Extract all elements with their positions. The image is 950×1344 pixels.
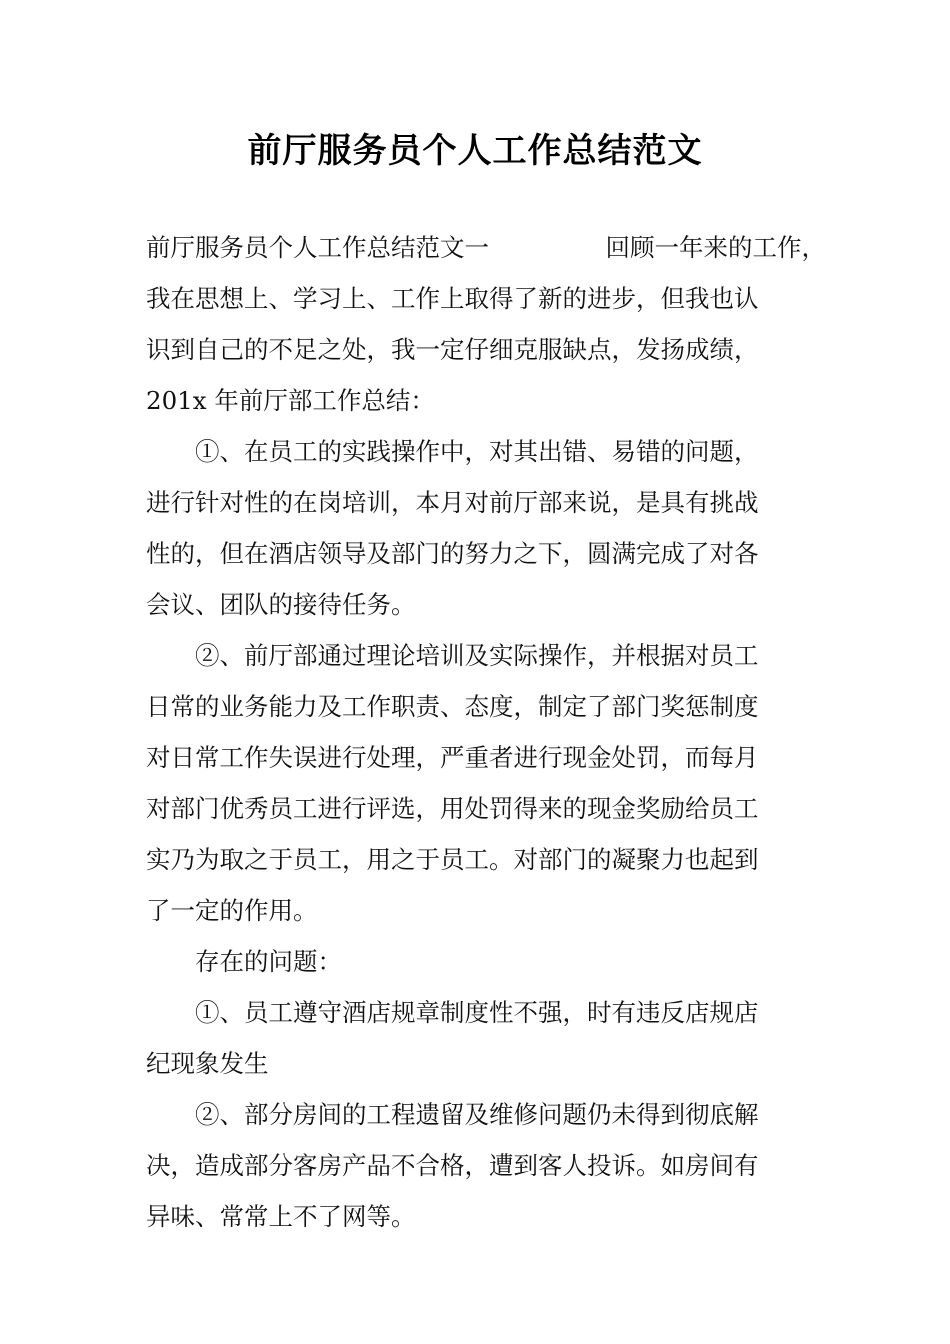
intro-heading-part: 前厅服务员个人工作总结范文一 bbox=[146, 233, 489, 262]
problem-2-line: 决，造成部分客房产品不合格，遭到客人投诉。如房间有 bbox=[146, 1151, 759, 1180]
intro-first-line bbox=[146, 222, 826, 273]
problem-1-line: ①、员工遵守酒店规章制度性不强，时有违反店规店 bbox=[195, 998, 759, 1027]
paragraph-2-line: 了一定的作用。 bbox=[146, 896, 318, 925]
intro-line: 201x 年前厅部工作总结： bbox=[146, 386, 435, 415]
problem-1-line: 纪现象发生 bbox=[146, 1049, 269, 1078]
paragraph-1-line: 性的，但在酒店领导及部门的努力之下，圆满完成了对各 bbox=[146, 539, 759, 568]
document-title: 前厅服务员个人工作总结范文 bbox=[247, 131, 703, 171]
intro-first-line-tail: 回顾一年来的工作， bbox=[605, 233, 826, 262]
problems-heading: 存在的问题： bbox=[195, 947, 342, 976]
document-body bbox=[146, 222, 826, 1242]
paragraph-1-line: ①、在员工的实践操作中，对其出错、易错的问题， bbox=[195, 437, 759, 466]
intro-line: 识到自己的不足之处，我一定仔细克服缺点，发扬成绩， bbox=[146, 335, 759, 364]
paragraph-2-line: ②、前厅部通过理论培训及实际操作，并根据对员工 bbox=[195, 641, 759, 670]
paragraph-2-line: 对部门优秀员工进行评选，用处罚得来的现金奖励给员工 bbox=[146, 794, 759, 823]
paragraph-1-line: 进行针对性的在岗培训，本月对前厅部来说，是具有挑战 bbox=[146, 488, 759, 517]
paragraph-2-line: 对日常工作失误进行处理，严重者进行现金处罚，而每月 bbox=[146, 743, 759, 772]
intro-line: 我在思想上、学习上、工作上取得了新的进步，但我也认 bbox=[146, 284, 759, 313]
paragraph-2-line: 实乃为取之于员工，用之于员工。对部门的凝聚力也起到 bbox=[146, 845, 759, 874]
paragraph-1-line: 会议、团队的接待任务。 bbox=[146, 590, 416, 619]
paragraph-2-line: 日常的业务能力及工作职责、态度，制定了部门奖惩制度 bbox=[146, 692, 759, 721]
problem-2-line: 异味、常常上不了网等。 bbox=[146, 1202, 416, 1231]
problem-2-line: ②、部分房间的工程遗留及维修问题仍未得到彻底解 bbox=[195, 1100, 759, 1129]
